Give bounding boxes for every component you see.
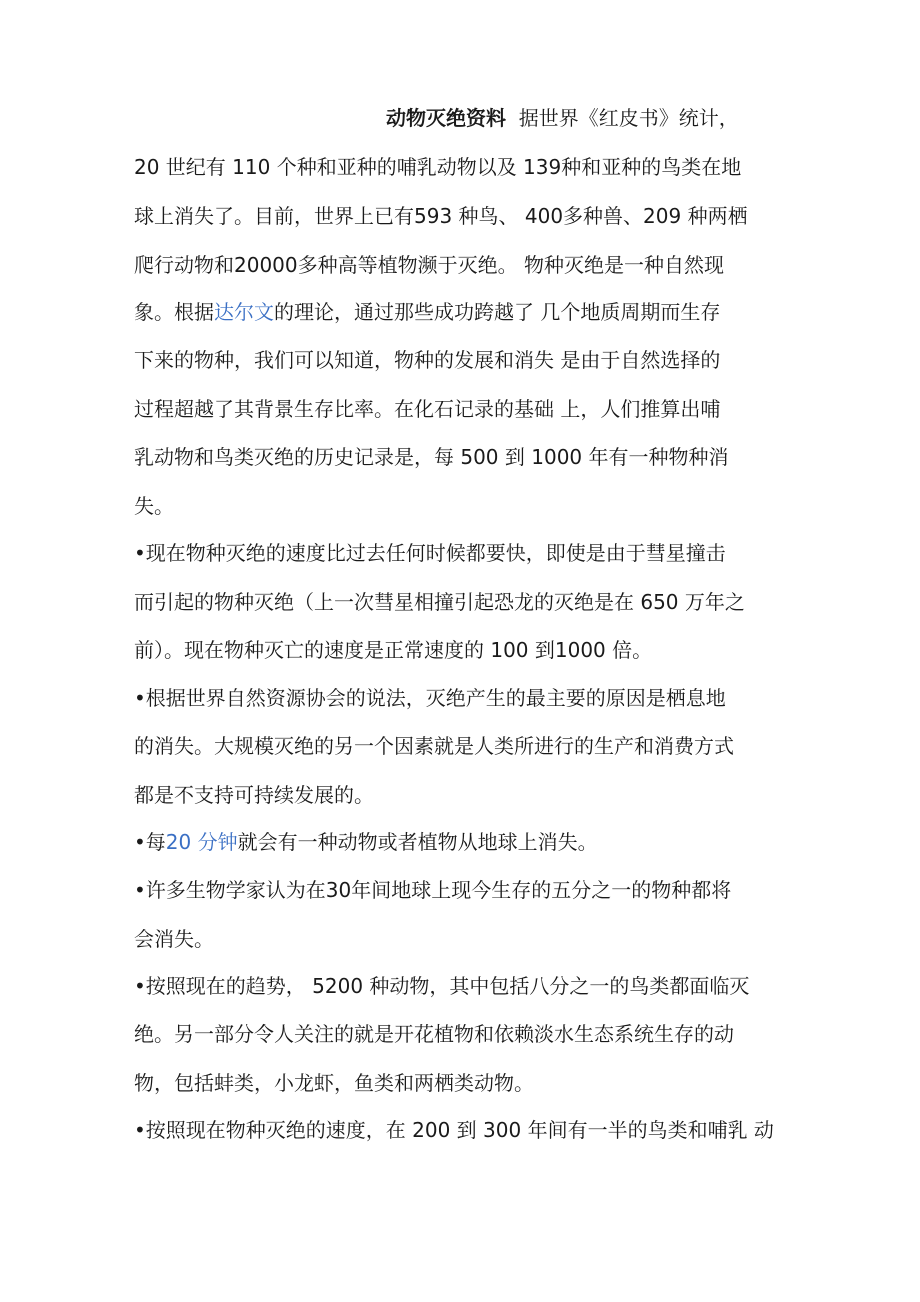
- bullet-line: •许多生物学家认为在30年间地球上现今生存的五分之一的物种都将: [134, 878, 732, 902]
- darwin-link[interactable]: 达尔文: [214, 300, 274, 324]
- paragraph-line: 爬行动物和20000多种高等植物濒于灭绝。 物种灭绝是一种自然现: [134, 253, 724, 277]
- bullet-line: •按照现在物种灭绝的速度，在 200 到 300 年间有一半的鸟类和哺乳 动: [134, 1118, 774, 1142]
- paragraph-line: 都是不支持可持续发展的。: [134, 783, 374, 807]
- paragraph-line: 失。: [134, 494, 174, 518]
- paragraph-line: 过程超越了其背景生存比率。在化石记录的基础 上，人们推算出哺: [134, 397, 721, 421]
- paragraph-line: 绝。另一部分令人关注的就是开花植物和依赖淡水生态系统生存的动: [134, 1022, 734, 1046]
- paragraph-line: 前）。现在物种灭亡的速度是正常速度的 100 到1000 倍。: [134, 638, 653, 662]
- paragraph-line: 的消失。大规模灭绝的另一个因素就是人类所进行的生产和消费方式: [134, 734, 734, 758]
- paragraph-line: [134, 298, 814, 326]
- bullet-line: [134, 828, 814, 856]
- paragraph-line: 球上消失了。目前，世界上已有593 种鸟、 400多种兽、209 种两栖: [134, 204, 748, 228]
- paragraph-text: 据世界《红皮书》统计，: [518, 106, 739, 130]
- document-title: 动物灭绝资料: [386, 106, 506, 130]
- paragraph-line: 而引起的物种灭绝（上一次彗星相撞引起恐龙的灭绝是在 650 万年之: [134, 590, 745, 614]
- line-text: •每: [134, 830, 166, 854]
- bullet-line: •根据世界自然资源协会的说法，灭绝产生的最主要的原因是栖息地: [134, 686, 726, 710]
- paragraph-line: 物，包括蚌类，小龙虾，鱼类和两栖类动物。: [134, 1071, 534, 1095]
- line-text: 的理论，通过那些成功跨越了 几个地质周期而生存: [274, 300, 721, 324]
- twenty-minutes-link[interactable]: 20 分钟: [165, 830, 238, 854]
- title-line: [386, 104, 806, 132]
- paragraph-line: 下来的物种，我们可以知道，物种的发展和消失 是由于自然选择的: [134, 348, 721, 372]
- paragraph-line: 会消失。: [134, 927, 214, 951]
- line-text: 象。根据: [134, 300, 214, 324]
- line-text: 就会有一种动物或者植物从地球上消失。: [237, 830, 598, 854]
- paragraph-line: 20 世纪有 110 个种和亚种的哺乳动物以及 139种和亚种的鸟类在地: [134, 155, 742, 179]
- bullet-line: •现在物种灭绝的速度比过去任何时候都要快，即使是由于彗星撞击: [134, 541, 726, 565]
- gap: [506, 106, 519, 130]
- paragraph-line: 乳动物和鸟类灭绝的历史记录是，每 500 到 1000 年有一种物种消: [134, 445, 729, 469]
- bullet-line: •按照现在的趋势， 5200 种动物，其中包括八分之一的鸟类都面临灭: [134, 974, 750, 998]
